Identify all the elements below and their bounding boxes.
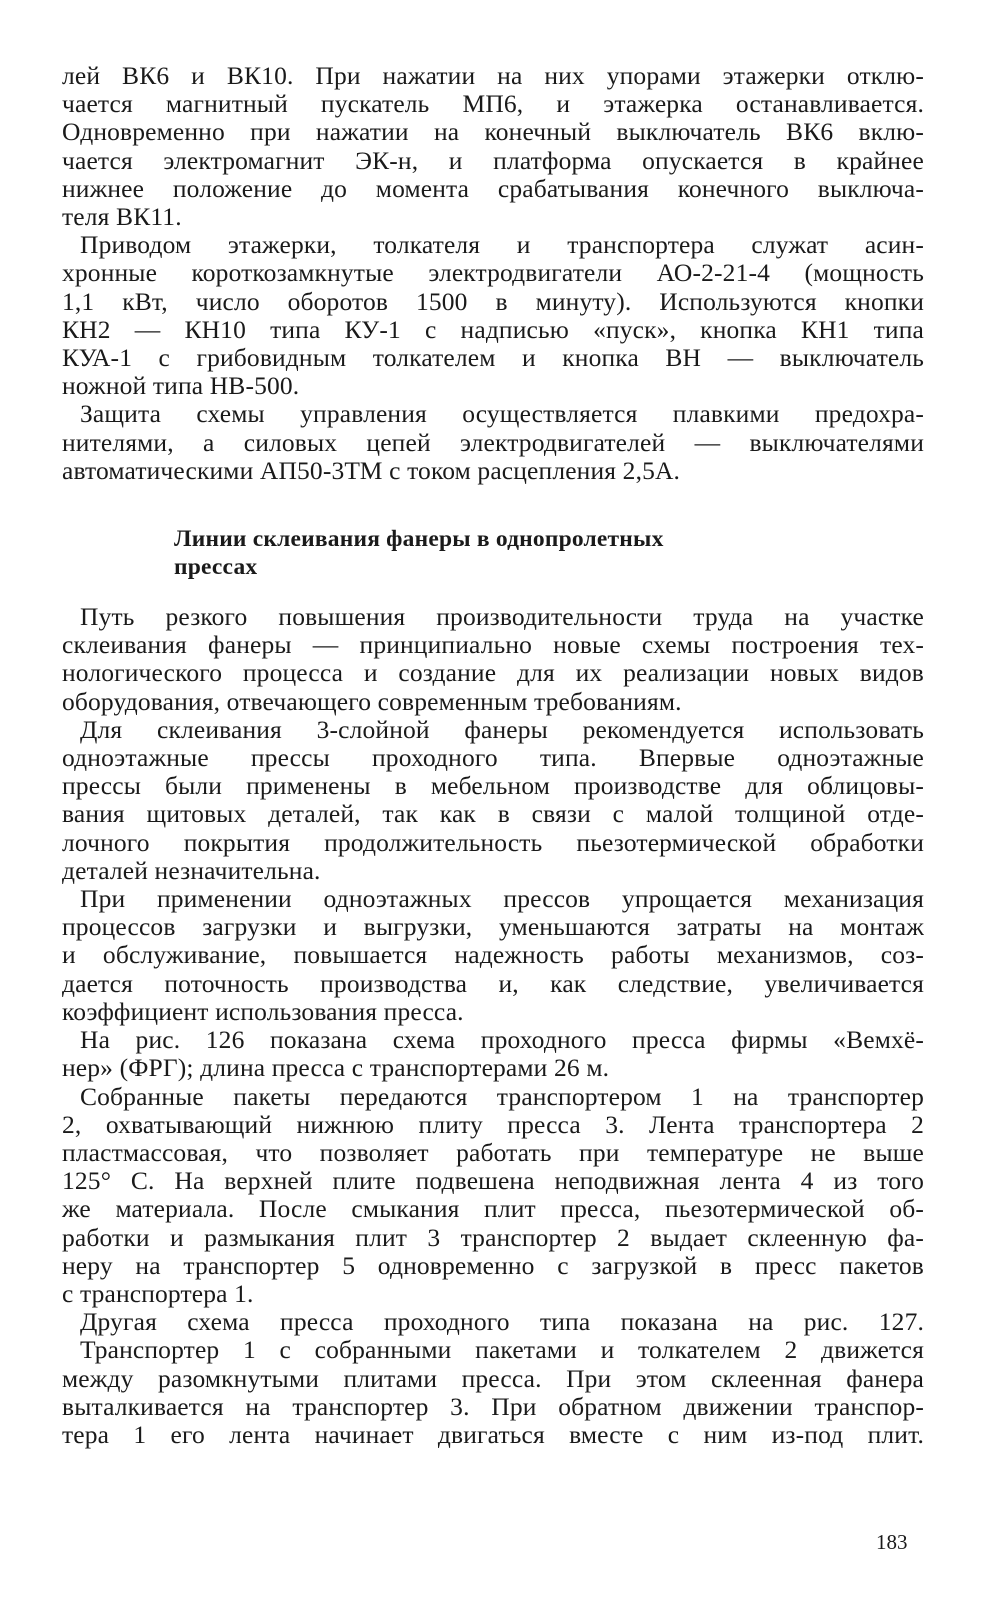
text-line: Другая схема пресса проходного типа показана на рис. 127. [80,1307,924,1337]
text-line: На рис. 126 показана схема проходного пресса фирмы «Вемхё- [80,1025,924,1055]
text-line: тера 1 его лента начинает двигаться вместе с ним из-под плит. [62,1419,924,1449]
paragraph-p4 [62,603,924,716]
text-line: вания щитовых деталей, так как в связи с малой толщиной отде- [62,799,924,829]
text-line: КН2 — КН10 типа КУ-1 с надписью «пуск», кнопка КН1 типа [62,314,924,344]
paragraph-p1 [62,62,924,231]
text-line: теля ВК11. [62,202,182,232]
text-line: коэффициент использования пресса. [62,996,464,1026]
paragraph-p8 [62,1083,924,1309]
text-line: Защита схемы управления осуществляется плавкими предохра- [80,399,924,429]
section-heading [174,525,924,581]
text-line: и обслуживание, повышается надежность работы механизмов, соз- [62,940,924,970]
text-line: одноэтажные прессы проходного типа. Впервые одноэтажные [62,743,924,773]
paragraph-p3 [62,400,924,485]
text-line: процессов загрузки и выгрузки, уменьшаются затраты на монтаж [62,912,924,942]
paragraph-p10 [62,1336,924,1449]
paragraph-p7 [62,1026,924,1082]
text-line: 125° С. На верхней плите подвешена неподвижная лента 4 из того [62,1166,924,1196]
text-line: же материала. После смыкания плит пресса, пьезотермической об- [62,1194,924,1224]
heading-line: Линии склеивания фанеры в однопролетных [174,526,664,553]
text-line: дается поточность производства и, как следствие, увеличивается [62,968,924,998]
text-line: деталей незначительна. [62,855,321,885]
text-line: с транспортера 1. [62,1278,254,1308]
paragraph-p2 [62,231,924,400]
heading-line: прессах [174,554,258,581]
text-line: Приводом этажерки, толкателя и транспортера служат асин- [80,230,924,260]
text-line: нижнее положение до момента срабатывания конечного выключа- [62,173,924,203]
text-line: Для склеивания 3-слойной фанеры рекомендуется использовать [80,714,924,744]
paragraph-p9 [62,1308,924,1336]
text-line: ножной типа НВ-500. [62,371,300,401]
text-line: нер» (ФРГ); длина пресса с транспортерами 26 м. [62,1053,610,1083]
text-line: Одновременно при нажатии на конечный выключатель ВК6 вклю- [62,117,924,147]
text-line: оборудования, отвечающего современным требованиям. [62,686,682,716]
text-line: Путь резкого повышения производительности труда на участке [80,602,924,632]
text-line: неру на транспортер 5 одновременно с загрузкой в пресс пакетов [62,1250,924,1280]
text-line: склеивания фанеры — принципиально новые схемы построения тех- [62,630,924,660]
text-section-after [62,603,924,1449]
text-line: чается электромагнит ЭК-н, и платформа опускается в крайнее [62,145,924,175]
text-line: нителями, а силовых цепей электродвигателей — выключателями [62,427,924,457]
text-line: КУА-1 с грибовидным толкателем и кнопка ВН — выключатель [62,343,924,373]
text-line: работки и размыкания плит 3 транспортер 2 выдает склеенную фа- [62,1222,924,1252]
page-body [62,62,924,1449]
paragraph-p5 [62,716,924,885]
text-line: прессы были применены в мебельном производстве для облицовы- [62,771,924,801]
text-line: 1,1 кВт, число оборотов 1500 в минуту). Используются кнопки [62,286,924,316]
text-line: выталкивается на транспортер 3. При обратном движении транспор- [62,1391,924,1421]
text-line: лей ВК6 и ВК10. При нажатии на них упорами этажерки отклю- [62,61,924,90]
text-line: лочного покрытия продолжительность пьезотермической обработки [62,827,924,857]
text-line: Собранные пакеты передаются транспортером 1 на транспортер [80,1081,924,1111]
text-line: нологического процесса и создание для их реализации новых видов [62,658,924,688]
text-line: Транспортер 1 с собранными пакетами и толкателем 2 движется [80,1335,924,1365]
text-line: При применении одноэтажных прессов упрощается механизация [80,884,924,914]
text-line: чается магнитный пускатель МП6, и этажерка останавливается. [62,89,924,119]
text-section-before [62,62,924,485]
text-line: хронные короткозамкнутые электродвигатели АО-2-21-4 (мощность [62,258,924,288]
text-line: пластмассовая, что позволяет работать при температуре не выше [62,1137,924,1167]
text-line: автоматическими АП50-3ТМ с током расцепления 2,5А. [62,455,681,485]
text-line: между разомкнутыми плитами пресса. При этом склеенная фанера [62,1363,924,1393]
paragraph-p6 [62,885,924,1026]
page-number: 183 [876,1530,908,1554]
text-line: 2, охватывающий нижнюю плиту пресса 3. Лента транспортера 2 [62,1109,924,1139]
